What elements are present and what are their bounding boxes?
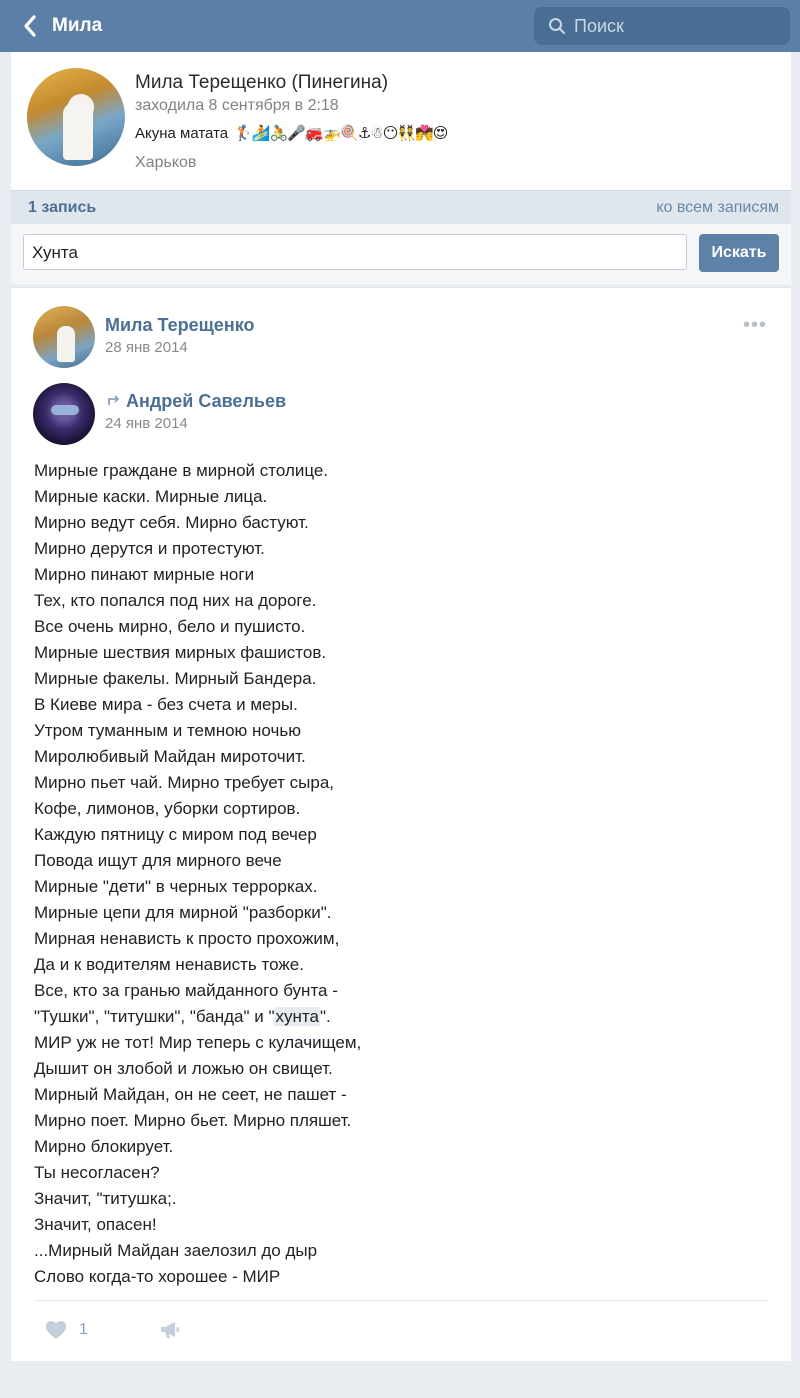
search-highlight: хунта [275, 1007, 319, 1026]
profile-status [135, 124, 447, 142]
post-text-line: Мирные каски. Мирные лица. [34, 487, 268, 506]
post-text-line: Мирные факелы. Мирный Бандера. [34, 669, 317, 688]
repost-author-avatar[interactable] [33, 383, 95, 445]
post-text-line: Мирные "дети" в черных террорках. [34, 877, 318, 896]
post-text-line: Мирная ненависть к просто прохожим, [34, 929, 340, 948]
line-part: "Тушки", "титушки", "банда" и " [34, 1007, 275, 1026]
post-text-line: Утром туманным и темною ночью [34, 721, 301, 740]
posts-count-bar [11, 190, 791, 225]
profile-card [11, 52, 791, 190]
wall-post [11, 287, 791, 1361]
search-icon [548, 17, 566, 35]
line-part: ". [319, 1007, 331, 1026]
post-text-line: Повода ищут для мирного вече [34, 851, 282, 870]
post-text-line: Дышит он злобой и ложью он свищет. [34, 1059, 333, 1078]
post-text-line: В Киеве мира - без счета и меры. [34, 695, 298, 714]
wall-search-input[interactable]: Хунта [23, 234, 687, 270]
profile-avatar[interactable] [27, 68, 125, 166]
post-text-line: Миролюбивый Майдан мироточит. [34, 747, 306, 766]
repost-author-name[interactable]: Андрей Савельев [126, 391, 287, 411]
like-button[interactable] [45, 1320, 88, 1340]
post-text-line: МИР уж не тот! Мир теперь с кулачищем, [34, 1033, 362, 1052]
post-text-line: Мирно пинают мирные ноги [34, 565, 255, 584]
share-button[interactable] [159, 1320, 181, 1345]
status-emojis: 🏌🏄🚴🎤🚒🚁🍭⚓☃😶👯💏😍 [234, 125, 448, 142]
post-text-line: ...Мирный Майдан заелозил до дыр [34, 1241, 318, 1260]
like-count: 1 [79, 1321, 88, 1338]
post-text-line: Значит, опасен! [34, 1215, 157, 1234]
profile-name: Мила Терещенко (Пинегина) [135, 72, 389, 93]
post-text-line: Мирно ведут себя. Мирно бастуют. [34, 513, 309, 532]
post-text-line: Мирные граждане в мирной столице. [34, 461, 329, 480]
post-text-line: Мирно пьет чай. Мирно требует сыра, [34, 773, 334, 792]
post-text-line: Кофе, лимонов, уборки сортиров. [34, 799, 301, 818]
back-button[interactable] [10, 0, 50, 52]
post-text-line: Ты несогласен? [34, 1163, 160, 1182]
post-text-line: Мирно дерутся и протестуют. [34, 539, 265, 558]
post-text [34, 458, 774, 1290]
chevron-left-icon [23, 15, 37, 37]
repost-date[interactable]: 24 янв 2014 [105, 415, 188, 432]
post-text-line: Мирно блокирует. [34, 1137, 174, 1156]
top-bar [0, 0, 800, 52]
search-button[interactable]: Искать [699, 234, 779, 272]
last-seen: заходила 8 сентября в 2:18 [135, 97, 339, 114]
status-text: Акуна матата [135, 124, 229, 142]
post-text-line: Значит, "титушка;. [34, 1189, 177, 1208]
post-text-line: Все очень мирно, бело и пушисто. [34, 617, 306, 636]
post-text-line: Все, кто за гранью майданного бунта - [34, 981, 338, 1000]
post-text-line: Мирно поет. Мирно бьет. Мирно пляшет. [34, 1111, 352, 1130]
post-author-avatar[interactable] [33, 306, 95, 368]
repost-icon [107, 393, 121, 407]
post-author-name[interactable]: Мила Терещенко [105, 315, 255, 335]
post-text-line: Тех, кто попался под них на дороге. [34, 591, 317, 610]
global-search[interactable] [534, 7, 790, 45]
wall-search-row [11, 224, 791, 284]
post-text-line-highlight [34, 1004, 774, 1030]
post-text-line: Да и к водителям ненависть тоже. [34, 955, 304, 974]
post-date[interactable]: 28 янв 2014 [105, 339, 188, 356]
post-text-line: Слово когда-то хорошее - МИР [34, 1267, 281, 1286]
profile-city: Харьков [135, 154, 197, 171]
post-text-line: Мирные цепи для мирной "разборки". [34, 903, 332, 922]
search-placeholder: Поиск [574, 15, 624, 36]
more-options-icon[interactable]: ••• [742, 314, 767, 336]
heart-icon [45, 1320, 67, 1340]
post-text-line: Каждую пятницу с миром под вечер [34, 825, 317, 844]
post-text-line: Мирные шествия мирных фашистов. [34, 643, 327, 662]
page-title: Мила [52, 15, 103, 36]
megaphone-icon [159, 1320, 181, 1340]
posts-count: 1 запись [28, 199, 97, 216]
all-posts-link[interactable]: ко всем записям [656, 199, 779, 216]
post-text-line: Мирный Майдан, он не сеет, не пашет - [34, 1085, 347, 1104]
post-divider [34, 1300, 768, 1301]
